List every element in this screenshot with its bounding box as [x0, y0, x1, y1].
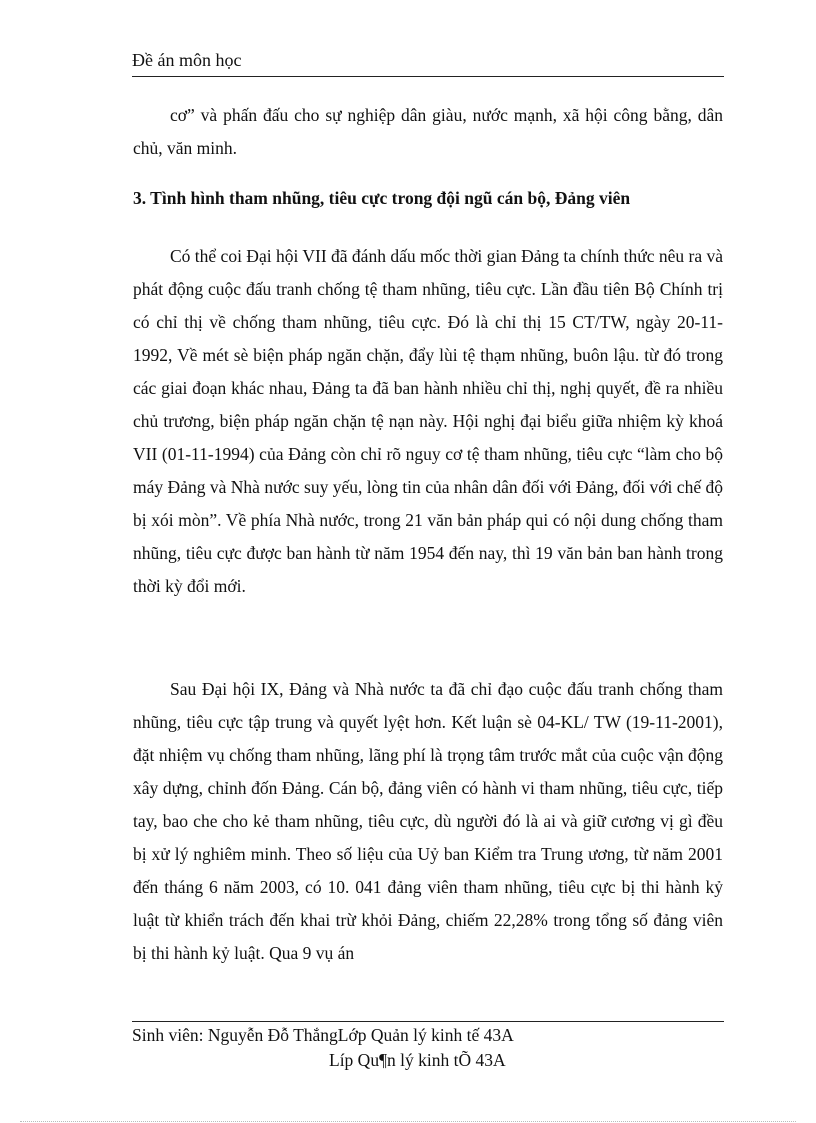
page-bottom-edge	[20, 1121, 796, 1122]
footer-student-line: Sinh viên: Nguyễn Đỗ ThắngLớp Quản lý kinh tế 43A	[132, 1025, 514, 1045]
header-rule	[132, 76, 724, 77]
section-heading: 3. Tình hình tham nhũng, tiêu cực trong đội ngũ cán bộ, Đảng viên	[133, 188, 631, 208]
paragraph-continuation	[133, 99, 723, 165]
paragraph-text: Sau Đại hội IX, Đảng và Nhà nước ta đã chỉ đạo cuộc đấu tranh chống tham nhũng, tiêu cực tập trung và quyết lyệt hơn. Kết luận sè 04-KL/ TW (19-11-2001), đặt nhiệm vụ chống tham nhũng, lãng phí là trọng tâm trước mắt của cuộc vận động xây dựng, chỉnh đốn Đảng. Cán bộ, đảng viên có hành vi tham nhũng, tiêu cực, tiếp tay, bao che cho kẻ tham nhũng, tiêu cực, dù người đó là ai và giữ cương vị gì đều bị xử lý nghiêm minh. Theo số liệu của Uỷ ban Kiểm tra Trung ương, từ năm 2001 đến tháng 6 năm 2003, có 10. 041 đảng viên tham nhũng, tiêu cực bị thi hành kỷ luật từ khiển trách đến khai trừ khỏi Đảng, chiếm 22,28% trong tổng số đảng viên bị thi hành kỷ luật. Qua 9 vụ án	[133, 679, 723, 963]
page-header-title: Đề án môn học	[132, 50, 242, 70]
footer-class-line: Líp Qu¶n lý kinh tÕ 43A	[329, 1050, 506, 1070]
paragraph-text: cơ” và phấn đấu cho sự nghiệp dân giàu, nước mạnh, xã hội công bằng, dân chủ, văn minh.	[133, 105, 723, 158]
footer-rule	[132, 1021, 724, 1022]
paragraph-block	[133, 240, 723, 603]
paragraph-text: Có thể coi Đại hội VII đã đánh dấu mốc thời gian Đảng ta chính thức nêu ra và phát động cuộc đấu tranh chống tệ tham nhũng, tiêu cực. Lần đầu tiên Bộ Chính trị có chỉ thị về chống tham nhũng, tiêu cực. Đó là chỉ thị 15 CT/TW, ngày 20-11-1992, Về mét sè biện pháp ngăn chặn, đẩy lùi tệ thạm nhũng, buôn lậu. từ đó trong các giai đoạn khác nhau, Đảng ta đã ban hành nhiều chỉ thị, nghị quyết, đề ra nhiều chủ trương, biện pháp ngăn chặn tệ nạn này. Hội nghị đại biểu giữa nhiệm kỳ khoá VII (01-11-1994) của Đảng còn chỉ rõ nguy cơ tệ tham nhũng, tiêu cực “làm cho bộ máy Đảng và Nhà nước suy yếu, lòng tin của nhân dân đối với Đảng, đối với chế độ bị xói mòn”. Về phía Nhà nước, trong 21 văn bản pháp qui có nội dung chống tham nhũng, tiêu cực được ban hành từ năm 1954 đến nay, thì 19 văn bản ban hành trong thời kỳ đổi mới.	[133, 246, 723, 596]
paragraph-block	[133, 673, 723, 970]
